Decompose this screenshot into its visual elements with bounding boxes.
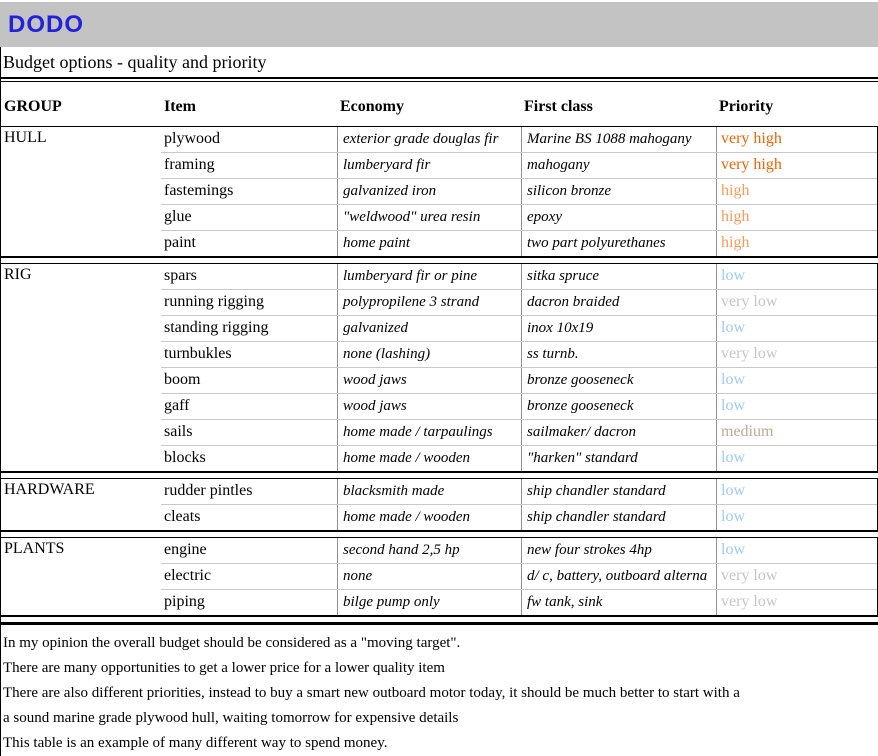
page-title: Budget options - quality and priority	[1, 47, 878, 79]
table-row	[161, 420, 877, 446]
priority-cell: low	[716, 316, 877, 341]
first-class-cell: bronze gooseneck	[521, 368, 716, 393]
economy-cell: blacksmith made	[337, 479, 521, 504]
priority-cell: low	[716, 538, 877, 563]
first-class-cell: sitka spruce	[521, 264, 716, 289]
note-line: There are also different priorities, instead to buy a smart new outboard motor today, it should be much better to start with a	[3, 685, 740, 701]
first-class-cell: ss turnb.	[521, 342, 716, 367]
item-cell: sails	[164, 423, 193, 440]
table-row	[161, 127, 877, 153]
economy-cell: home made / tarpaulings	[337, 420, 521, 445]
column-header-item: Item	[164, 98, 196, 115]
item-cell: gaff	[164, 397, 190, 414]
item-cell: blocks	[164, 449, 206, 466]
priority-cell: medium	[716, 420, 877, 445]
first-class-cell: Marine BS 1088 mahogany	[521, 127, 716, 152]
economy-cell: lumberyard fir	[337, 153, 521, 178]
item-cell: plywood	[164, 130, 220, 147]
priority-cell: high	[716, 205, 877, 230]
group-box-plants	[0, 537, 878, 617]
note-line: This table is an example of many different way to spend money.	[3, 735, 388, 751]
item-cell: piping	[164, 593, 205, 610]
table-row	[161, 479, 877, 505]
group-box-hardware	[0, 478, 878, 532]
economy-cell: lumberyard fir or pine	[337, 264, 521, 289]
first-class-cell: "harken" standard	[521, 446, 716, 471]
top-banner	[0, 2, 878, 47]
priority-cell: high	[716, 179, 877, 204]
item-cell: engine	[164, 541, 207, 558]
priority-cell: low	[716, 479, 877, 504]
item-cell: fastemings	[164, 182, 234, 199]
priority-cell: low	[716, 368, 877, 393]
item-cell: paint	[164, 234, 196, 251]
table-row	[161, 342, 877, 368]
table-row	[161, 564, 877, 590]
item-cell: electric	[164, 567, 212, 584]
first-class-cell: inox 10x19	[521, 316, 716, 341]
note-line: There are many opportunities to get a lower price for a lower quality item	[3, 660, 445, 676]
budget-table-body	[1, 126, 878, 617]
column-header-priority: Priority	[719, 98, 774, 115]
column-header-economy: Economy	[340, 98, 404, 115]
first-class-cell: d/ c, battery, outboard alterna	[521, 564, 716, 589]
table-row	[161, 590, 877, 615]
first-class-cell: new four strokes 4hp	[521, 538, 716, 563]
economy-cell: home paint	[337, 231, 521, 256]
first-class-cell: mahogany	[521, 153, 716, 178]
note-line: a sound marine grade plywood hull, waiting tomorrow for expensive details	[3, 710, 459, 726]
first-class-cell: epoxy	[521, 205, 716, 230]
economy-cell: wood jaws	[337, 394, 521, 419]
priority-cell: very low	[716, 290, 877, 315]
group-box-rig	[0, 263, 878, 473]
economy-cell: exterior grade douglas fir	[337, 127, 521, 152]
table-row	[161, 394, 877, 420]
column-header-group: GROUP	[4, 98, 62, 115]
sheet	[0, 47, 878, 756]
priority-cell: low	[716, 446, 877, 471]
priority-cell: very low	[716, 342, 877, 367]
economy-cell: home made / wooden	[337, 446, 521, 471]
table-row	[161, 446, 877, 471]
economy-cell: second hand 2,5 hp	[337, 538, 521, 563]
economy-cell: none (lashing)	[337, 342, 521, 367]
first-class-cell: sailmaker/ dacron	[521, 420, 716, 445]
priority-cell: high	[716, 231, 877, 256]
item-cell: running rigging	[164, 293, 264, 310]
item-cell: glue	[164, 208, 192, 225]
economy-cell: none	[337, 564, 521, 589]
group-rows	[161, 479, 877, 530]
table-row	[161, 231, 877, 256]
first-class-cell: bronze gooseneck	[521, 394, 716, 419]
first-class-cell: two part polyurethanes	[521, 231, 716, 256]
first-class-cell: fw tank, sink	[521, 590, 716, 615]
table-header-row	[1, 82, 878, 126]
priority-cell: very high	[716, 153, 877, 178]
item-cell: cleats	[164, 508, 201, 525]
priority-cell: low	[716, 264, 877, 289]
priority-cell: very low	[716, 590, 877, 615]
item-cell: spars	[164, 267, 197, 284]
table-row	[161, 368, 877, 394]
economy-cell: galvanized	[337, 316, 521, 341]
group-cell: PLANTS	[4, 540, 65, 557]
group-cell: RIG	[4, 266, 32, 283]
item-cell: standing rigging	[164, 319, 269, 336]
app-logo: DODO	[8, 10, 84, 38]
table-row	[161, 264, 877, 290]
note-line: In my opinion the overall budget should be considered as a "moving target".	[3, 635, 461, 651]
economy-cell: "weldwood" urea resin	[337, 205, 521, 230]
group-cell: HARDWARE	[4, 481, 95, 498]
item-cell: turnbukles	[164, 345, 232, 362]
table-row	[161, 179, 877, 205]
table-row	[161, 505, 877, 530]
economy-cell: bilge pump only	[337, 590, 521, 615]
group-box-hull	[0, 126, 878, 258]
item-cell: framing	[164, 156, 215, 173]
first-class-cell: silicon bronze	[521, 179, 716, 204]
table-row	[161, 205, 877, 231]
table-row	[161, 153, 877, 179]
first-class-cell: dacron braided	[521, 290, 716, 315]
table-row	[161, 316, 877, 342]
priority-cell: very high	[716, 127, 877, 152]
economy-cell: wood jaws	[337, 368, 521, 393]
priority-cell: low	[716, 394, 877, 419]
group-rows	[161, 127, 877, 256]
economy-cell: home made / wooden	[337, 505, 521, 530]
column-header-firstclass: First class	[524, 98, 593, 115]
first-class-cell: ship chandler standard	[521, 505, 716, 530]
group-cell: HULL	[4, 129, 47, 146]
group-rows	[161, 538, 877, 615]
economy-cell: polypropilene 3 strand	[337, 290, 521, 315]
economy-cell: galvanized iron	[337, 179, 521, 204]
notes-section	[1, 625, 878, 756]
group-rows	[161, 264, 877, 471]
priority-cell: low	[716, 505, 877, 530]
priority-cell: very low	[716, 564, 877, 589]
first-class-cell: ship chandler standard	[521, 479, 716, 504]
item-cell: boom	[164, 371, 201, 388]
table-row	[161, 538, 877, 564]
table-row	[161, 290, 877, 316]
item-cell: rudder pintles	[164, 482, 253, 499]
